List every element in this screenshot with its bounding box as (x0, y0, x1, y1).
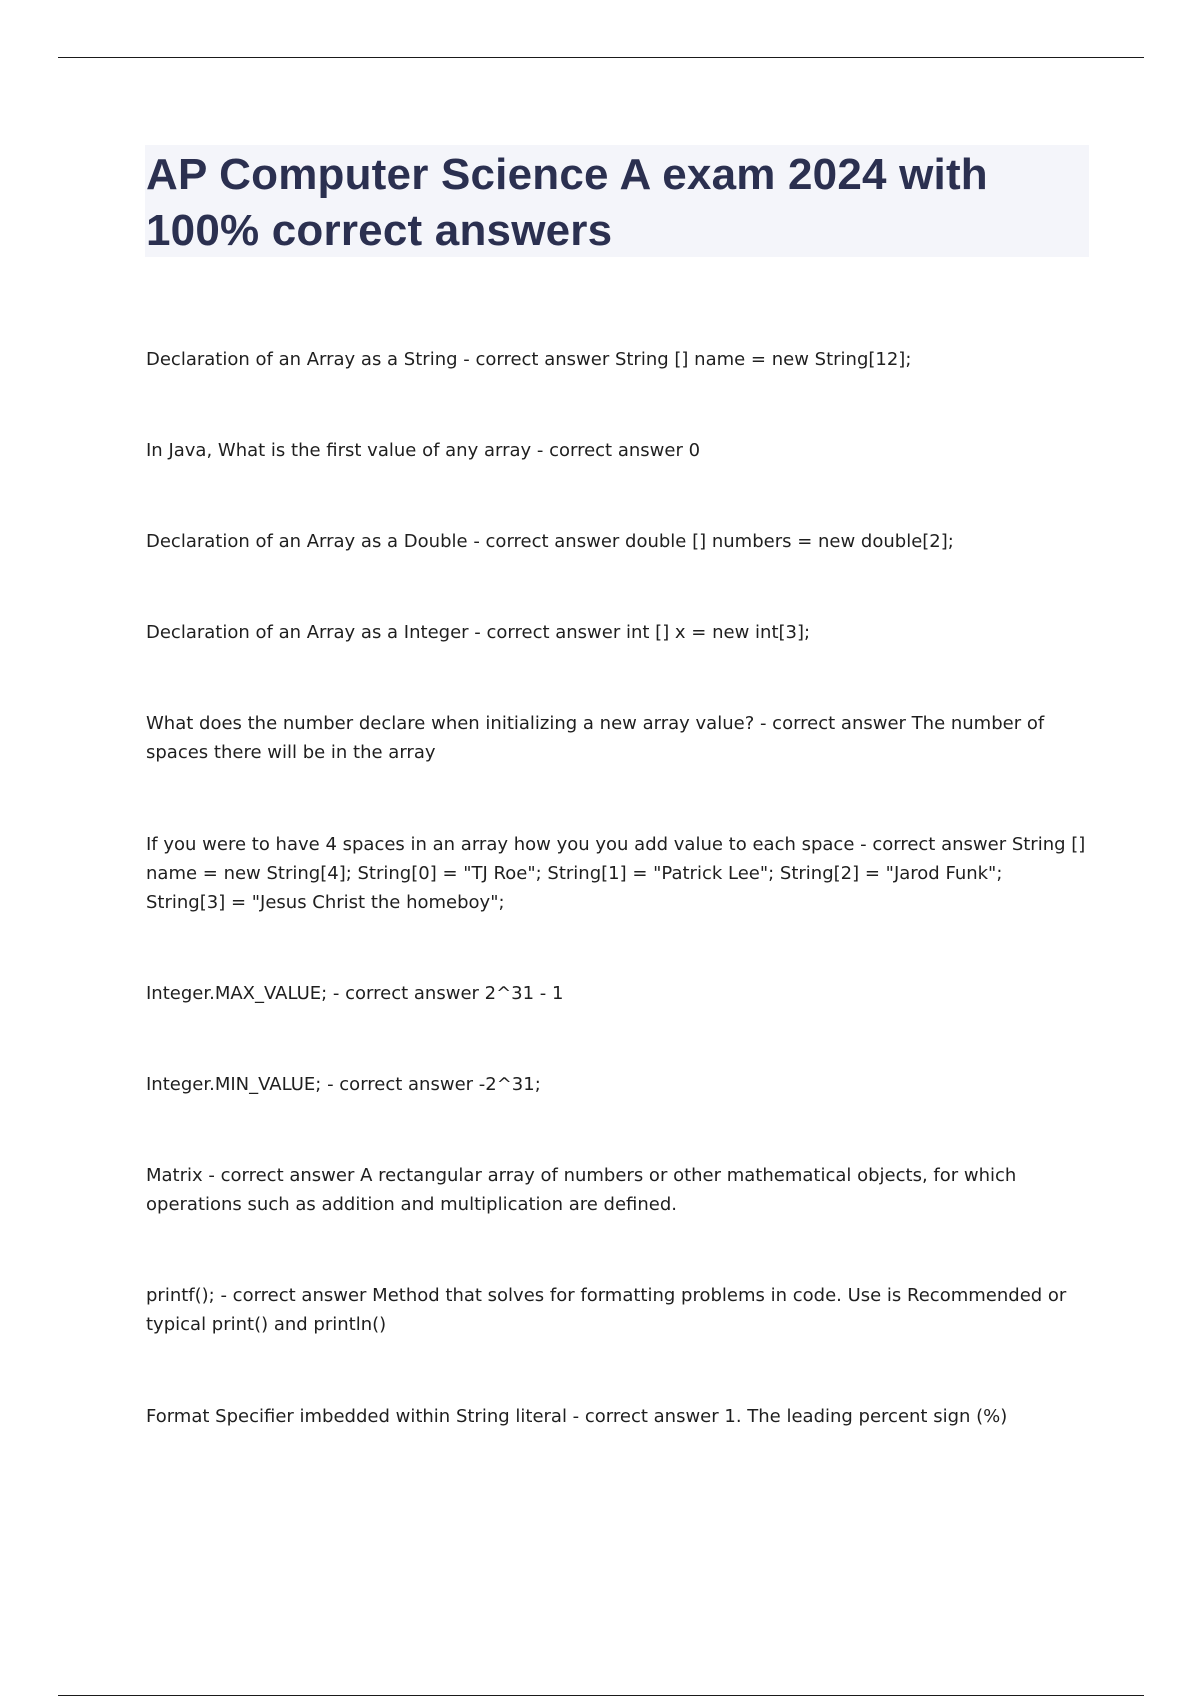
qa-entry-four-spaces: If you were to have 4 spaces in an array how you you add value to each space - correct answer String [] name = new String[4]; String[0] = "TJ Roe"; String[1] = "Patrick Lee"; String[2] = "Jarod Funk"; String[3] = "Jesus Christ the homeboy"; (146, 834, 1086, 913)
qa-entry-array-size: What does the number declare when initializing a new array value? - correct answer The number of spaces there will be in the array (146, 713, 1045, 763)
qa-entry-max-value: Integer.MAX_VALUE; - correct answer 2^31 - 1 (146, 983, 564, 1004)
footer-rule (58, 1695, 1144, 1696)
qa-entry-array-double: Declaration of an Array as a Double - correct answer double [] numbers = new double[2]; (146, 531, 954, 552)
qa-entry-printf: printf(); - correct answer Method that solves for formatting problems in code. Use is Recommended or typical print() and println() (146, 1285, 1067, 1335)
header-rule (58, 57, 1144, 58)
document-title: AP Computer Science A exam 2024 with 100% correct answers (146, 150, 988, 255)
qa-entry-matrix: Matrix - correct answer A rectangular array of numbers or other mathematical objects, for which operations such as addition and multiplication are defined. (146, 1165, 1017, 1215)
qa-entry-min-value: Integer.MIN_VALUE; - correct answer -2^31; (146, 1074, 541, 1095)
qa-entry-array-string: Declaration of an Array as a String - correct answer String [] name = new String[12]; (146, 349, 912, 370)
qa-entry-array-integer: Declaration of an Array as a Integer - correct answer int [] x = new int[3]; (146, 622, 811, 643)
qa-entry-first-value: In Java, What is the first value of any array - correct answer 0 (146, 440, 701, 461)
qa-entry-format-specifier: Format Specifier imbedded within String literal - correct answer 1. The leading percent sign (%) (146, 1406, 1008, 1427)
